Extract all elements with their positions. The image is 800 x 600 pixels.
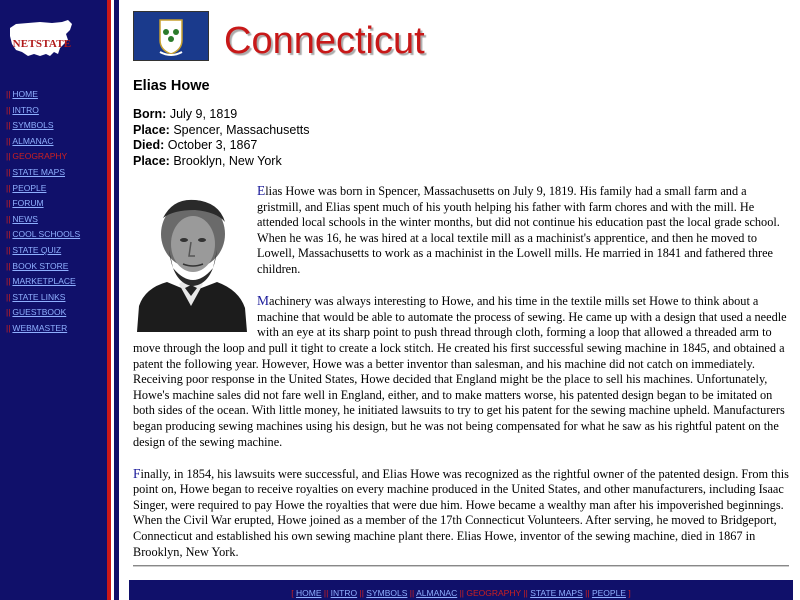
died-value: October 3, 1867 [167,138,258,153]
dropcap-1: E [257,183,266,198]
sidebar-link-forum[interactable]: FORUM [12,198,44,209]
nav-separator: || [6,89,11,99]
died-row [133,138,310,154]
sidebar-item-intro[interactable] [6,105,104,121]
nav-separator: || [6,120,11,131]
nav-separator: || [6,135,11,146]
sidebar-item-home[interactable] [6,89,104,105]
born-value: July 9, 1819 [169,107,238,121]
footer-link-home[interactable]: HOME [296,588,322,598]
footer-nav-bar [129,580,793,600]
nav-separator: || [6,307,11,318]
sidebar-link-state-maps[interactable]: STATE MAPS [12,166,66,177]
footer-link-state-maps[interactable]: STATE MAPS [530,588,583,598]
sidebar-link-intro[interactable]: INTRO [12,104,39,115]
sidebar-item-almanac[interactable] [6,136,104,152]
nav-separator: || [6,244,11,255]
footer-separator: || [409,588,415,598]
nav-separator: || [6,104,11,115]
footer-separator: || [459,588,464,598]
sidebar-link-cool-schools[interactable]: COOL SCHOOLS [12,229,81,240]
died-label: Died: [133,138,165,153]
paragraph-2-text: achinery was always interesting to Howe, and his time in the textile mills set Howe to think about a machine that would be able to automate the process of sewing. He came up with a design that used a needle with an eye at its sharp point to push thread through cloth, forming a loop that allowed a threaded arm to move through the loop and pull it tight to create a lock stitch. He created his first successful sewing machine in 1845, and obtained a patent the following year. However, Howe was a better inventor than salesman, and his machine did not catch on immediately. Receiving poor response in the United States, Howe decided that England might be the place to sell his machines. Unfortunately, Howe's machine sales did not fare well in England, either, and to make matters worse, his patented design began to be imitated on both sides of the ocean. With little money, he initiated lawsuits to try to get his patent for the sewing machine upheld. Manufacturers began producing sewing machines using his design, but he was not being compensated for what he saw as his rightful patent on the design of the sewing machine. [133,294,787,449]
sidebar-item-symbols[interactable] [6,120,104,136]
footer-link-symbols[interactable]: SYMBOLS [366,588,408,598]
footer-separator: || [585,588,590,598]
sidebar-nav [6,89,104,339]
sidebar-link-people[interactable]: PEOPLE [12,182,47,193]
footer-link-almanac[interactable]: ALMANAC [416,588,458,598]
sidebar-item-geography[interactable] [6,151,104,167]
dropcap-3: F [133,465,141,481]
footer-link-intro[interactable]: INTRO [330,588,358,598]
death-place-value: Brooklyn, New York [173,153,282,168]
person-name: Elias Howe [133,78,210,94]
sidebar-item-cool-schools[interactable] [6,229,104,245]
page-title: Connecticut [224,20,425,62]
sidebar-link-marketplace[interactable]: MARKETPLACE [12,276,76,287]
nav-separator: || [6,276,11,287]
born-label: Born: [133,107,167,121]
footer-link-geography[interactable]: GEOGRAPHY [466,588,522,598]
connecticut-flag-icon [133,11,209,61]
sidebar-link-almanac[interactable]: ALMANAC [12,135,54,146]
sidebar-link-state-quiz[interactable]: STATE QUIZ [12,244,62,255]
nav-separator: || [6,151,11,162]
netstate-logo[interactable] [6,14,78,64]
sidebar-link-guestbook[interactable]: GUESTBOOK [12,307,67,318]
nav-separator: || [6,182,11,193]
footer-separator: || [323,588,329,598]
footer-links [129,588,793,598]
sidebar-link-news[interactable]: NEWS [12,213,38,224]
sidebar-link-webmaster[interactable]: WEBMASTER [12,322,68,333]
born-row [133,107,310,123]
nav-separator: || [6,213,11,224]
portrait-spacer [133,183,257,333]
footer-link-people[interactable]: PEOPLE [591,588,626,598]
footer-separator: || [523,588,528,598]
divider [133,565,789,567]
sidebar-item-marketplace[interactable] [6,276,104,292]
sidebar-link-home[interactable]: HOME [12,89,38,99]
sidebar-item-book-store[interactable] [6,261,104,277]
sidebar-link-symbols[interactable]: SYMBOLS [12,120,54,131]
dropcap-2: M [257,293,270,309]
sidebar-item-forum[interactable] [6,198,104,214]
sidebar [0,0,107,600]
footer-open-bracket: [ [291,588,294,598]
sidebar-item-state-maps[interactable] [6,167,104,183]
nav-separator: || [6,198,11,209]
article-paragraph-3 [133,466,793,561]
birth-place-row [133,123,310,139]
sidebar-link-book-store[interactable]: BOOK STORE [12,260,69,271]
sidebar-item-state-quiz[interactable] [6,245,104,261]
sidebar-item-state-links[interactable] [6,292,104,308]
footer-separator: || [359,588,364,598]
nav-separator: || [6,229,11,240]
death-place-row [133,154,310,170]
paragraph-3-text: inally, in 1854, his lawsuits were successful, and Elias Howe was recognized as the rightful owner of the patented design. From this point on, Howe began to receive royalties on every machine produced in the United States, and other manufacturers, including Isaac Singer, were required to pay Howe the royalties that were due him. Howe became a wealthy man after his impoverished beginnings. When the Civil War erupted, Howe joined as a member of the 17th Connecticut Volunteers. After serving, he moved to Bridgeport, Connecticut and established his own sewing machine plant there. Elias Howe, inventor of the sewing machine, died in 1867 in Brooklyn, New York. [133,466,789,559]
nav-separator: || [6,166,11,177]
sidebar-item-people[interactable] [6,183,104,199]
sidebar-item-guestbook[interactable] [6,307,104,323]
birth-place-value: Spencer, Massachusetts [173,122,310,137]
sidebar-link-state-links[interactable]: STATE LINKS [12,291,66,302]
sidebar-stripe-blue [114,0,119,600]
logo-text: NETSTATE [12,38,72,50]
nav-separator: || [6,260,11,271]
nav-separator: || [6,291,11,302]
sidebar-item-news[interactable] [6,214,104,230]
paragraph-1-text: lias Howe was born in Spencer, Massachusetts on July 9, 1819. His family had a small farm and a gristmill, and Elias spent much of his youth helping his father with farm chores and with the mill. He attended local schools in the winter months, but did not continue his education past the local grade school. When he was 16, he was hired at a local textile mill as a machinist's apprentice, and then he moved to Lowell, Massachusetts to work as a machinist in the Lowell mills. He married in 1841 and fathered three children. [257,184,780,276]
sidebar-item-webmaster[interactable] [6,323,104,339]
person-facts [133,107,310,169]
death-place-label: Place: [133,153,170,168]
sidebar-link-geography[interactable]: GEOGRAPHY [12,151,68,162]
article-body [133,183,793,576]
birth-place-label: Place: [133,122,170,137]
nav-separator: || [6,322,11,333]
footer-close-bracket: ] [628,588,631,598]
